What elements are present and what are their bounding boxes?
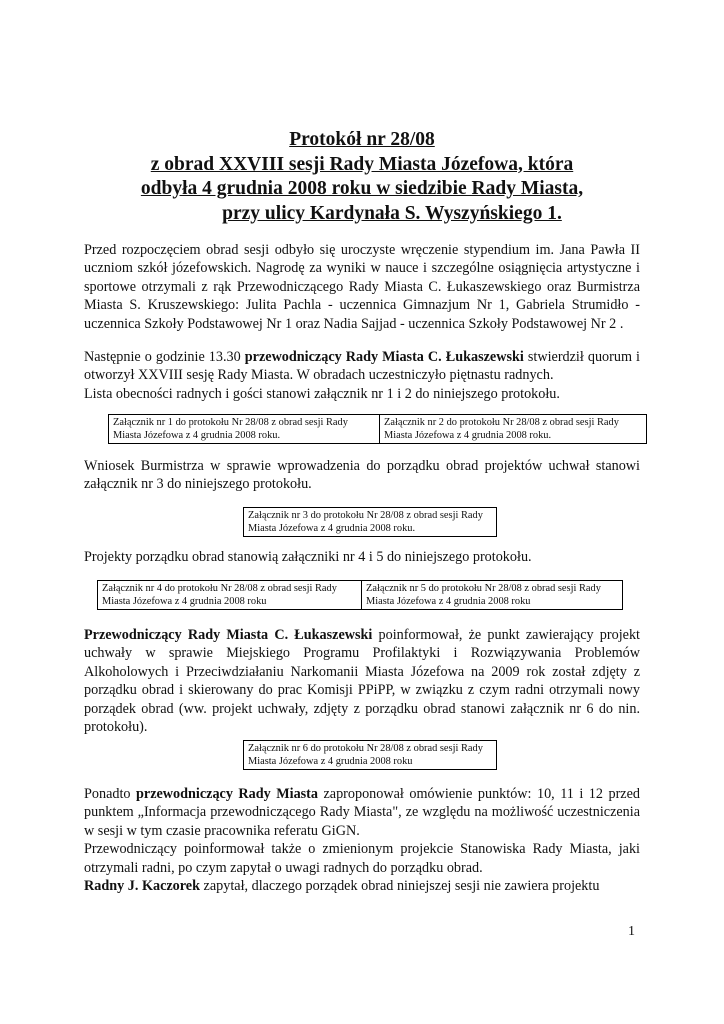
paragraph-withdrawn-text: poinformował, że punkt zawierający projekt uchwały w sprawie Miejskiego Programu Profilaktyki i Rozwiązywania Problemów Alkoholowych i Przeciwdziałaniu Narkomanii Miasta Józefowa na 2009 rok został zdjęty z porządku obrad i skierowany do prac Komisji PPiPP, w związku z czym radni otrzymali nowy porządek obrad (ww. projekt uchwały, zdjęty z porządku obrad stanowi załącznik nr 6 do nin. protokołu).: [84, 627, 640, 736]
title-line-2: z obrad XXVIII sesji Rady Miasta Józefowa, która: [150, 153, 574, 175]
attachment-3-label: Załącznik nr 3 do protokołu Nr 28/08 z obrad sesji Rady Miasta Józefowa z 4 grudnia 2008 roku.: [248, 510, 483, 534]
paragraph-kaczorek: [84, 877, 640, 895]
attendance-note: Lista obecności radnych i gości stanowi załącznik nr 1 i 2 do niniejszego protokołu.: [84, 385, 560, 402]
attachment-6-label: Załącznik nr 6 do protokołu Nr 28/08 z obrad sesji Rady Miasta Józefowa z 4 grudnia 2008 roku: [248, 743, 483, 767]
attachment-2-label: Załącznik nr 2 do protokołu Nr 28/08 z obrad sesji Rady Miasta Józefowa z 4 grudnia 2008 roku.: [379, 415, 646, 443]
councillor-name: Radny J. Kaczorek: [84, 878, 200, 895]
paragraph-agenda: [84, 548, 640, 566]
attachment-box-4-5: [97, 580, 623, 610]
title-line-3: odbyła 4 grudnia 2008 roku w siedzibie Rady Miasta,: [140, 178, 584, 199]
paragraph-stanowisko: Przewodniczący poinformował także o zmienionym projekcie Stanowiska Rady Miasta, jaki otrzymali radni, po czym zapytał o uwagi radnych do porządku obrad.: [84, 841, 640, 876]
paragraph-quorum: [84, 348, 640, 403]
attachment-4-label: Załącznik nr 4 do protokołu Nr 28/08 z obrad sesji Rady Miasta Józefowa z 4 grudnia 2008 roku: [102, 583, 337, 607]
paragraph-motion-text: Wniosek Burmistrza w sprawie wprowadzenia do porządku obrad projektów uchwał stanowi załącznik nr 3 do niniejszego protokołu.: [84, 458, 640, 493]
paragraph-agenda-text: Projekty porządku obrad stanowią załączniki nr 4 i 5 do niniejszego protokołu.: [84, 549, 532, 565]
paragraph-scholarship-text: Przed rozpoczęciem obrad sesji odbyło się uroczyste wręczenie stypendium im. Jana Pawła II uczniom szkół józefowskich. Nagrodę za wyniki w nauce i szczególne osiągnięcia artystyczne i sportowe otrzymali z rąk Przewodniczącego Rady Miasta C. Łukaszewskiego oraz Burmistrza Miasta S. Kruszewskiego: Julita Pachla - uczennica Gimnazjum Nr 1, Gabriela Strumidło - uczennica Szkoły Podstawowej Nr 1 oraz Nadia Sajjad - uczennica Szkoły Podstawowej Nr 2 .: [84, 242, 640, 332]
paragraph-withdrawn-resolution: [84, 626, 640, 736]
paragraph-motion: [84, 457, 640, 494]
paragraph-agenda-change-a: Ponadto: [84, 786, 136, 802]
chairman-title: przewodniczący Rady Miasta: [136, 786, 318, 802]
paragraph-scholarship: [84, 241, 640, 333]
title-line-4: przy ulicy Kardynała S. Wyszyńskiego 1.: [222, 202, 562, 224]
paragraph-quorum-text-a: Następnie o godzinie 13.30: [84, 349, 245, 365]
chairman-name: przewodniczący Rady Miasta C. Łukaszewski: [244, 349, 524, 365]
document-title: [84, 128, 640, 226]
paragraph-agenda-change: [84, 785, 640, 895]
attachment-box-6: [243, 740, 497, 770]
paragraph-quorum-text-c: stwierdził quorum i otworzył XXVIII sesję Rady Miasta. W obradach uczestniczyło piętnastu radnych.: [84, 349, 640, 384]
title-line-1: Protokół nr 28/08: [289, 129, 435, 150]
page-number: 1: [628, 924, 635, 939]
attachment-box-3: [243, 507, 497, 537]
attachment-box-1-2: [108, 414, 647, 444]
attachment-5-label: Załącznik nr 5 do protokołu Nr 28/08 z obrad sesji Rady Miasta Józefowa z 4 grudnia 2008 roku: [361, 581, 622, 609]
attachment-1-label: Załącznik nr 1 do protokołu Nr 28/08 z obrad sesji Rady Miasta Józefowa z 4 grudnia 2008 roku.: [113, 417, 348, 441]
paragraph-kaczorek-text: zapytał, dlaczego porządek obrad niniejszej sesji nie zawiera projektu: [200, 878, 600, 895]
paragraph-agenda-change-c: zaproponował omówienie punktów: 10, 11 i 12 przed punktem „Informacja przewodniczącego Rady Miasta", ze względu na możliwość uczestniczenia w sesji w tym czasie pracownika referatu GiGN.: [84, 786, 640, 839]
chairman-name-2: Przewodniczący Rady Miasta C. Łukaszewski: [84, 627, 373, 643]
